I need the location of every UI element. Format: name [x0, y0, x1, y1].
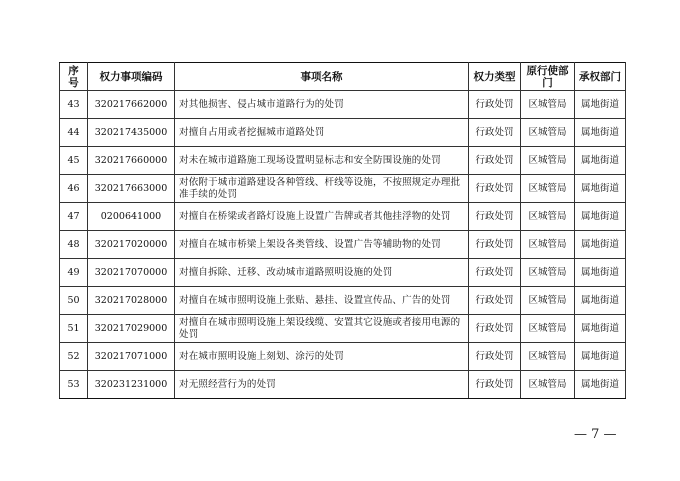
- cell-origin: 区城管局: [521, 119, 575, 147]
- cell-type: 行政处罚: [469, 315, 521, 343]
- cell-undertaker: 属地街道: [575, 91, 626, 119]
- cell-undertaker: 属地街道: [575, 175, 626, 203]
- cell-origin: 区城管局: [521, 175, 575, 203]
- cell-name: 对无照经营行为的处罚: [175, 371, 469, 399]
- cell-origin: 区城管局: [521, 91, 575, 119]
- cell-type: 行政处罚: [469, 175, 521, 203]
- cell-name: 对依附于城市道路建设各种管线、杆线等设施，不按照规定办理批准手续的处罚: [175, 175, 469, 203]
- cell-seq: 51: [60, 315, 88, 343]
- cell-code: 320231231000: [88, 371, 175, 399]
- table-row: [60, 231, 626, 259]
- cell-origin: 区城管局: [521, 343, 575, 371]
- table-body: [60, 91, 626, 399]
- cell-type: 行政处罚: [469, 119, 521, 147]
- cell-seq: 46: [60, 175, 88, 203]
- cell-undertaker: 属地街道: [575, 231, 626, 259]
- cell-code: 320217028000: [88, 287, 175, 315]
- header-row: [60, 63, 626, 91]
- cell-name: 对擅自在桥梁或者路灯设施上设置广告牌或者其他挂浮物的处罚: [175, 203, 469, 231]
- cell-type: 行政处罚: [469, 231, 521, 259]
- cell-origin: 区城管局: [521, 371, 575, 399]
- table-row: [60, 287, 626, 315]
- cell-code: 320217029000: [88, 315, 175, 343]
- cell-seq: 44: [60, 119, 88, 147]
- cell-name: 对擅自拆除、迁移、改动城市道路照明设施的处罚: [175, 259, 469, 287]
- table-header: [60, 63, 626, 91]
- cell-type: 行政处罚: [469, 343, 521, 371]
- cell-undertaker: 属地街道: [575, 147, 626, 175]
- cell-undertaker: 属地街道: [575, 287, 626, 315]
- table-row: [60, 91, 626, 119]
- cell-origin: 区城管局: [521, 315, 575, 343]
- cell-origin: 区城管局: [521, 147, 575, 175]
- table-row: [60, 119, 626, 147]
- cell-origin: 区城管局: [521, 231, 575, 259]
- page-number: — 7 —: [574, 427, 617, 442]
- cell-name: 对擅自在城市桥梁上架设各类管线、设置广告等辅助物的处罚: [175, 231, 469, 259]
- cell-undertaker: 属地街道: [575, 203, 626, 231]
- cell-seq: 47: [60, 203, 88, 231]
- cell-undertaker: 属地街道: [575, 119, 626, 147]
- cell-undertaker: 属地街道: [575, 343, 626, 371]
- cell-origin: 区城管局: [521, 203, 575, 231]
- cell-undertaker: 属地街道: [575, 371, 626, 399]
- cell-name: 对擅自在城市照明设施上张贴、悬挂、设置宣传品、广告的处罚: [175, 287, 469, 315]
- cell-seq: 48: [60, 231, 88, 259]
- table-row: [60, 259, 626, 287]
- cell-code: 320217071000: [88, 343, 175, 371]
- cell-code: 320217070000: [88, 259, 175, 287]
- table-row: [60, 371, 626, 399]
- cell-name: 对擅自在城市照明设施上架设线缆、安置其它设施或者接用电源的处罚: [175, 315, 469, 343]
- cell-code: 320217435000: [88, 119, 175, 147]
- cell-type: 行政处罚: [469, 147, 521, 175]
- cell-name: 对在城市照明设施上刻划、涂污的处罚: [175, 343, 469, 371]
- cell-name: 对其他损害、侵占城市道路行为的处罚: [175, 91, 469, 119]
- rights-table: [59, 62, 626, 399]
- cell-code: 320217660000: [88, 147, 175, 175]
- cell-type: 行政处罚: [469, 203, 521, 231]
- cell-seq: 53: [60, 371, 88, 399]
- cell-seq: 45: [60, 147, 88, 175]
- table-row: [60, 203, 626, 231]
- cell-seq: 43: [60, 91, 88, 119]
- cell-type: 行政处罚: [469, 371, 521, 399]
- header-type: 权力类型: [469, 63, 521, 91]
- cell-seq: 52: [60, 343, 88, 371]
- cell-origin: 区城管局: [521, 287, 575, 315]
- cell-type: 行政处罚: [469, 259, 521, 287]
- cell-code: 320217663000: [88, 175, 175, 203]
- cell-undertaker: 属地街道: [575, 315, 626, 343]
- header-code: 权力事项编码: [88, 63, 175, 91]
- cell-type: 行政处罚: [469, 287, 521, 315]
- cell-code: 320217020000: [88, 231, 175, 259]
- header-undertaker: 承权部门: [575, 63, 626, 91]
- cell-seq: 49: [60, 259, 88, 287]
- cell-code: 320217662000: [88, 91, 175, 119]
- table-row: [60, 315, 626, 343]
- cell-origin: 区城管局: [521, 259, 575, 287]
- header-origin: 原行使部门: [521, 63, 575, 91]
- cell-seq: 50: [60, 287, 88, 315]
- table-row: [60, 147, 626, 175]
- table-row: [60, 175, 626, 203]
- header-seq: 序号: [60, 63, 88, 91]
- cell-name: 对擅自占用或者挖掘城市道路处罚: [175, 119, 469, 147]
- cell-code: 0200641000: [88, 203, 175, 231]
- table-row: [60, 343, 626, 371]
- cell-name: 对未在城市道路施工现场设置明显标志和安全防围设施的处罚: [175, 147, 469, 175]
- cell-undertaker: 属地街道: [575, 259, 626, 287]
- cell-type: 行政处罚: [469, 91, 521, 119]
- header-name: 事项名称: [175, 63, 469, 91]
